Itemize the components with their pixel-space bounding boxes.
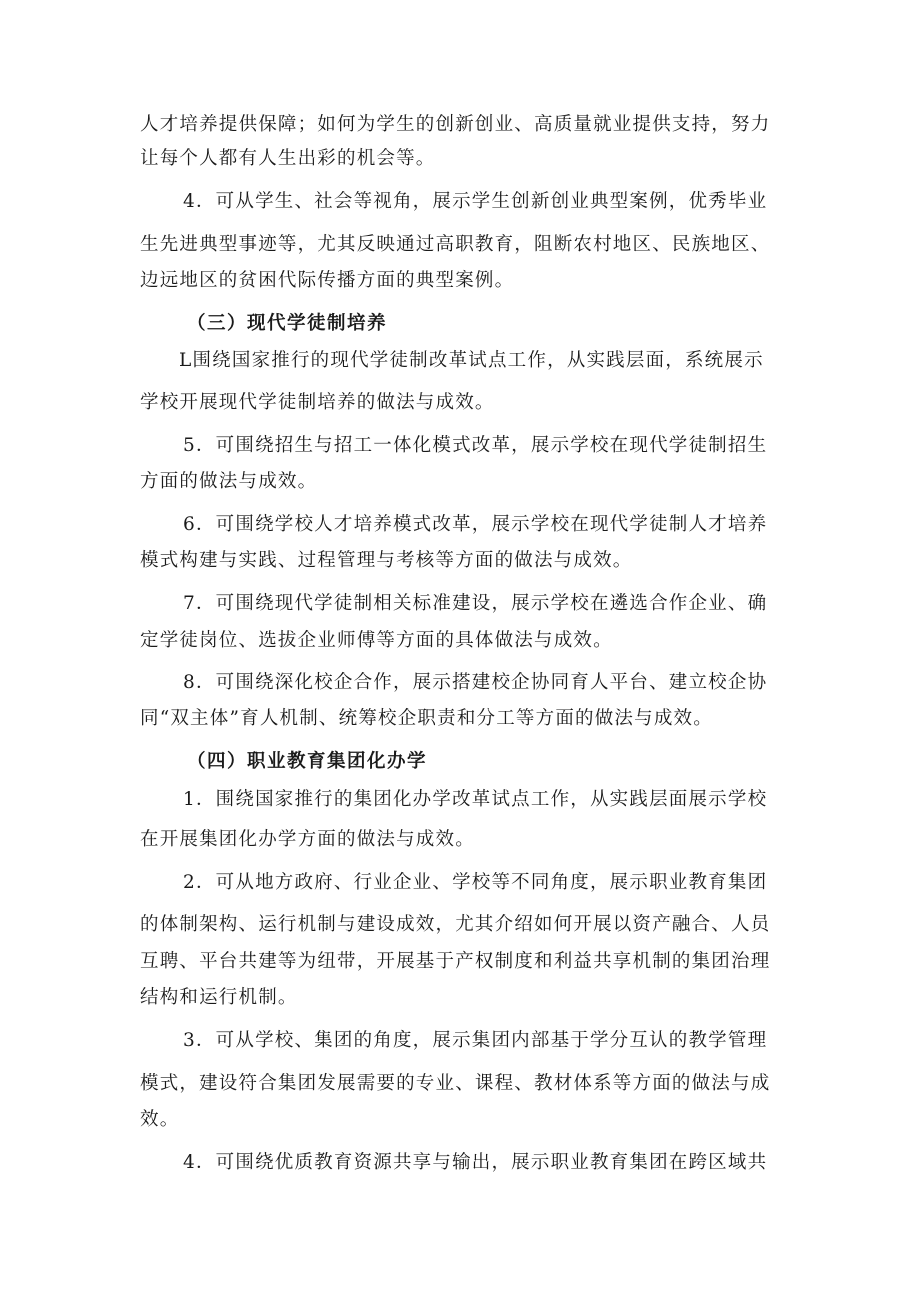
text-line: 让每个人都有人生出彩的机会等。: [140, 148, 436, 169]
text-line: L围绕国家推行的现代学徒制改革试点工作，从实践层面，系统展示: [179, 350, 764, 371]
text-line: 方面的做法与成效。: [140, 471, 318, 492]
text-line: 7．可围绕现代学徒制相关标准建设，展示学校在遴选合作企业、确: [183, 593, 768, 614]
text-line: 2．可从地方政府、行业企业、学校等不同角度，展示职业教育集团: [183, 872, 768, 893]
text-line: 1．围绕国家推行的集团化办学改革试点工作，从实践层面展示学校: [183, 789, 768, 810]
text-line: 效。: [140, 1109, 180, 1130]
text-line: 定学徒岗位、选拔企业师傅等方面的具体做法与成效。: [140, 630, 613, 651]
section-heading: （三）现代学徒制培养: [187, 313, 388, 334]
section-heading: （四）职业教育集团化办学: [187, 751, 428, 772]
text-line: 互聘、平台共建等为纽带，开展基于产权制度和利益共享机制的集团治理: [140, 951, 771, 972]
text-line: 边远地区的贫困代际传播方面的典型案例。: [140, 270, 515, 291]
text-line: 8．可围绕深化校企合作，展示搭建校企协同育人平台、建立校企协: [183, 672, 768, 693]
text-line: 同“双主体”育人机制、统筹校企职责和分工等方面的做法与成效。: [140, 708, 713, 729]
text-line: 的体制架构、运行机制与建设成效，尤其介绍如何开展以资产融合、人员: [140, 914, 771, 935]
text-line: 生先进典型事迹等，尤其反映通过高职教育，阻断农村地区、民族地区、: [140, 234, 771, 255]
text-line: 6．可围绕学校人才培养模式改革，展示学校在现代学徒制人才培养: [183, 514, 768, 535]
text-line: 模式构建与实践、过程管理与考核等方面的做法与成效。: [140, 550, 633, 571]
text-line: 3．可从学校、集团的角度，展示集团内部基于学分互认的教学管理: [183, 1030, 768, 1051]
text-line: 4．可围绕优质教育资源共享与输出，展示职业教育集团在跨区域共: [183, 1152, 768, 1173]
text-line: 结构和运行机制。: [140, 987, 298, 1008]
text-line: 人才培养提供保障；如何为学生的创新创业、高质量就业提供支持，努力: [140, 114, 771, 135]
text-line: 学校开展现代学徒制培养的做法与成效。: [140, 392, 495, 413]
text-line: 5．可围绕招生与招工一体化模式改革，展示学校在现代学徒制招生: [183, 435, 768, 456]
text-line: 模式，建设符合集团发展需要的专业、课程、教材体系等方面的做法与成: [140, 1073, 771, 1094]
text-line: 4．可从学生、社会等视角，展示学生创新创业典型案例，优秀毕业: [183, 191, 768, 212]
text-line: 在开展集团化办学方面的做法与成效。: [140, 829, 475, 850]
